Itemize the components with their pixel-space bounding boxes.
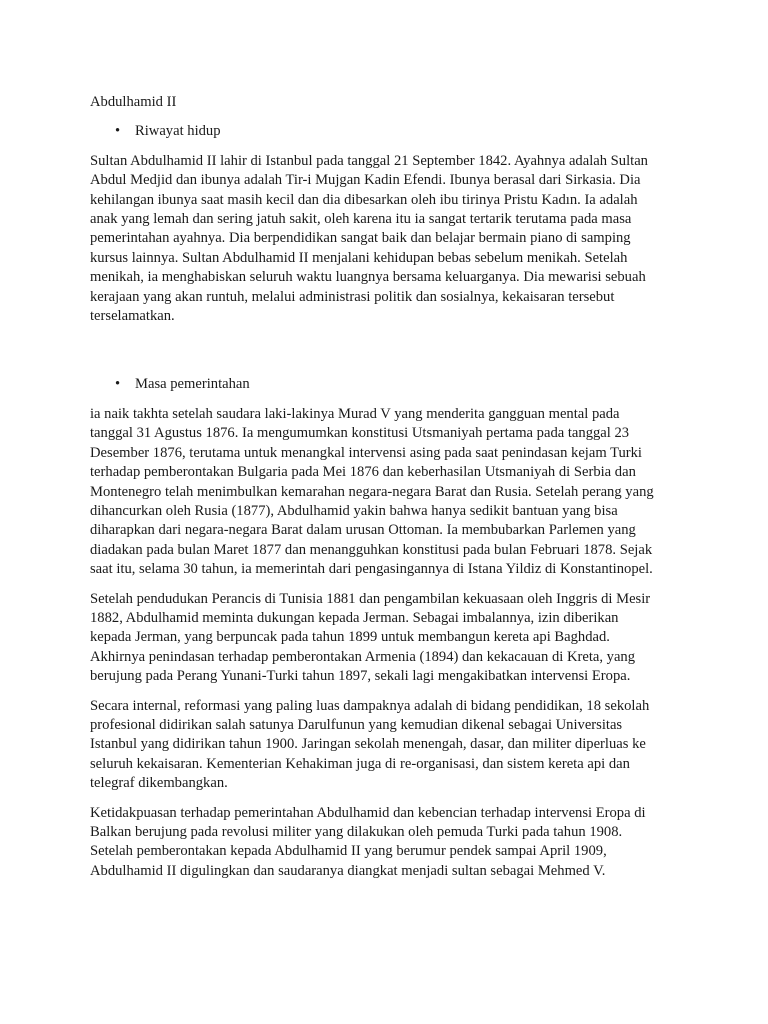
paragraph-foreign-relations	[90, 590, 708, 687]
text-line: anak yang lemah dan sering jatuh sakit, oleh karena itu ia sangat tertarik terutama pada masa	[90, 211, 632, 228]
text-line: pemerintahan ayahnya. Dia berpendidikan sangat baik dan belajar bermain piano di samping	[90, 230, 631, 247]
text-line: diadakan pada bulan Maret 1877 dan menangguhkan konstitusi pada bulan Februari 1878. Sejak	[90, 541, 653, 558]
blank-space	[90, 336, 708, 375]
text-line: seluruh kekaisaran. Kementerian Kehakiman juga di re-organisasi, dan sistem kereta api dan	[90, 755, 630, 772]
text-line: Istanbul yang didirikan tahun 1900. Jaringan sekolah menengah, dasar, dan militer diperluas ke	[90, 736, 646, 753]
text-line: profesional didirikan salah satunya Darulfunun yang kemudian dikenal sebagai Universitas	[90, 716, 623, 733]
text-line: kehilangan ibunya saat masih kecil dan dia dibesarkan oleh ibu tirinya Pristu Kadın. Ia adalah	[90, 191, 638, 208]
text-line: diharapkan dari negara-negara Barat dalam urusan Ottoman. Ia membubarkan Parlemen yang	[90, 522, 636, 539]
text-line: berujung pada Perang Yunani-Turki tahun 1897, sekali lagi mengakibatkan intervensi Eropa.	[90, 668, 631, 685]
text-line: kursus lainnya. Sultan Abdulhamid II menjalani kehidupan bebas sebelum menikah. Setelah	[90, 249, 628, 266]
bullet-icon: •	[115, 376, 121, 393]
paragraph-reign-accession	[90, 405, 708, 580]
paragraph-downfall	[90, 804, 708, 882]
text-line: kepada Jerman, yang berpuncak pada tahun 1899 untuk membangun kereta api Baghdad.	[90, 629, 610, 646]
text-line: kerajaan yang akan runtuh, melalui administrasi politik dan sosialnya, kekaisaran tersebut	[90, 288, 615, 305]
text-line: Desember 1876, terutama untuk menangkal intervensi asing pada saat penindasan kejam Turki	[90, 444, 642, 461]
paragraph-internal-reforms	[90, 697, 708, 794]
text-line: menikah, ia menghabiskan seluruh waktu luangnya bersama keluarganya. Dia mewarisi sebuah	[90, 269, 646, 286]
text-line: Ketidakpuasan terhadap pemerintahan Abdulhamid dan kebencian terhadap intervensi Eropa di	[90, 804, 646, 821]
text-line: Abdul Medjid dan ibunya adalah Tir-i Mujgan Kadin Efendi. Ibunya berasal dari Sirkasia. Dia	[90, 172, 641, 189]
section-heading-label: Masa pemerintahan	[135, 376, 250, 393]
document-title: Abdulhamid II	[90, 94, 177, 110]
text-line: terselamatkan.	[90, 308, 175, 325]
text-line: Montenegro telah menimbulkan kemarahan negara-negara Barat dan Rusia. Setelah perang yang	[90, 483, 654, 500]
section-heading-masa-pemerintahan	[90, 375, 708, 394]
text-line: Abdulhamid II digulingkan dan saudaranya diangkat menjadi sultan sebagai Mehmed V.	[90, 862, 606, 879]
text-line: Sultan Abdulhamid II lahir di Istanbul pada tanggal 21 September 1842. Ayahnya adalah Sultan	[90, 152, 648, 169]
text-line: 1882, Abdulhamid meminta dukungan kepada Jerman. Sebagai imbalannya, izin diberikan	[90, 609, 619, 626]
text-line: dihancurkan oleh Rusia (1877), Abdulhamid yakin bahwa hanya sedikit bantuan yang bisa	[90, 502, 618, 519]
text-line: saat itu, selama 30 tahun, ia memerintah dari pengasingannya di Istana Yildiz di Konstantinopel.	[90, 561, 653, 578]
text-line: Secara internal, reformasi yang paling luas dampaknya adalah di bidang pendidikan, 18 sekolah	[90, 697, 650, 714]
text-line: Setelah pendudukan Perancis di Tunisia 1881 dan pengambilan kekuasaan oleh Inggris di Mesir	[90, 590, 651, 607]
text-line: terhadap pemberontakan Bulgaria pada Mei 1876 dan keberhasilan Utsmaniyah di Serbia dan	[90, 464, 636, 481]
text-line: Setelah pemberontakan kepada Abdulhamid II yang berumur pendek sampai April 1909,	[90, 843, 607, 860]
paragraph-biography	[90, 152, 708, 327]
bullet-icon: •	[115, 123, 121, 140]
text-line: tanggal 31 Agustus 1876. Ia mengumumkan konstitusi Utsmaniyah pertama pada tanggal 23	[90, 425, 630, 442]
text-line: telegraf dikembangkan.	[90, 775, 228, 792]
section-heading-label: Riwayat hidup	[135, 123, 221, 140]
text-line: Akhirnya penindasan terhadap pemberontakan Armenia (1894) dan kekacauan di Kreta, yang	[90, 648, 636, 665]
text-line: Balkan berujung pada revolusi militer yang dilakukan oleh pemuda Turki pada tahun 1908.	[90, 824, 623, 840]
section-heading-riwayat-hidup	[90, 122, 708, 141]
text-line: ia naik takhta setelah saudara laki-lakinya Murad V yang menderita gangguan mental pada	[90, 405, 620, 422]
